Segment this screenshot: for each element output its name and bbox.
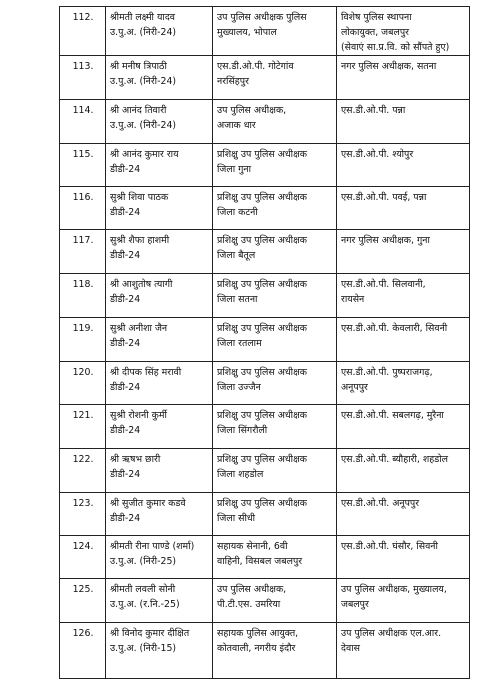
current-posting-cell <box>213 100 337 144</box>
serial-number-cell: 122. <box>60 449 106 493</box>
table-row <box>60 536 470 579</box>
current-posting-line: जिला शहडोल <box>217 469 264 480</box>
current-posting-cell <box>213 187 337 230</box>
current-posting-line: जिला गुना <box>217 164 252 175</box>
new-posting-cell <box>337 362 470 405</box>
new-posting-cell <box>337 318 470 362</box>
current-posting-line: जिला कटनी <box>217 207 258 218</box>
new-posting-cell <box>337 187 470 230</box>
officer-name-line: उ.पु.अ. (निरी-24) <box>110 120 177 131</box>
officer-name-cell <box>106 536 213 579</box>
new-posting-line: एस.डी.ओ.पी. श्योपुर <box>341 149 414 160</box>
current-posting-cell <box>213 144 337 187</box>
table-row <box>60 493 470 536</box>
table-row <box>60 144 470 187</box>
new-posting-line: एस.डी.ओ.पी. सिलवानी, <box>341 279 426 290</box>
serial-number-cell: 117. <box>60 230 106 274</box>
current-posting-line: प्रशिक्षु उप पुलिस अधीक्षक <box>217 454 307 465</box>
new-posting-line: विशेष पुलिस स्थापना <box>341 12 412 23</box>
officer-name-line: डीडी-24 <box>110 164 141 175</box>
new-posting-line: एस.डी.ओ.पी. अनूपपुर <box>341 498 420 509</box>
current-posting-line: प्रशिक्षु उप पुलिस अधीक्षक <box>217 192 307 203</box>
table-row <box>60 623 470 679</box>
officer-name-line: डीडी-24 <box>110 425 141 436</box>
officer-name-line: डीडी-24 <box>110 207 141 218</box>
current-posting-line: सहायक पुलिस आयुक्त, <box>217 628 299 639</box>
table-row <box>60 100 470 144</box>
officer-name-line: श्री विनोद कुमार दीक्षित <box>110 628 190 639</box>
officer-name-line: श्री ऋषभ छारी <box>110 454 161 465</box>
serial-number-cell: 113. <box>60 56 106 100</box>
new-posting-line: उप पुलिस अधीक्षक एल.आर. <box>341 628 442 639</box>
current-posting-cell <box>213 405 337 449</box>
table-row <box>60 405 470 449</box>
officer-name-cell <box>106 362 213 405</box>
transfer-table-body <box>60 7 470 679</box>
table-row <box>60 362 470 405</box>
new-posting-cell <box>337 144 470 187</box>
current-posting-line: मुख्यालय, भोपाल <box>217 27 277 38</box>
officer-name-line: श्री आनंद तिवारी <box>110 105 167 116</box>
current-posting-line: उप पुलिस अधीक्षक पुलिस <box>217 12 307 23</box>
current-posting-line: एस.डी.ओ.पी. गोटेगांव <box>217 61 294 72</box>
officer-name-line: श्री आनंद कुमार राय <box>110 149 179 160</box>
new-posting-cell <box>337 536 470 579</box>
table-row <box>60 230 470 274</box>
current-posting-cell <box>213 230 337 274</box>
officer-name-line: डीडी-24 <box>110 250 141 261</box>
current-posting-line: प्रशिक्षु उप पुलिस अधीक्षक <box>217 498 307 509</box>
current-posting-line: प्रशिक्षु उप पुलिस अधीक्षक <box>217 410 307 421</box>
officer-name-cell <box>106 623 213 679</box>
officer-name-cell <box>106 144 213 187</box>
officer-name-cell <box>106 56 213 100</box>
officer-name-cell <box>106 405 213 449</box>
new-posting-cell <box>337 56 470 100</box>
officer-name-line: उ.पु.अ. (निरी-25) <box>110 556 177 567</box>
current-posting-cell <box>213 274 337 318</box>
officer-name-line: श्रीमती रीना पाण्डे (शर्मा) <box>110 541 195 552</box>
new-posting-line: उप पुलिस अधीक्षक, मुख्यालय, <box>341 584 447 595</box>
current-posting-cell <box>213 449 337 493</box>
current-posting-line: अजाक धार <box>217 120 256 131</box>
current-posting-line: जिला सीधी <box>217 513 256 524</box>
current-posting-line: प्रशिक्षु उप पुलिस अधीक्षक <box>217 323 307 334</box>
officer-name-cell <box>106 579 213 623</box>
current-posting-line: जिला उज्जैन <box>217 382 261 393</box>
officer-name-cell <box>106 493 213 536</box>
new-posting-cell <box>337 579 470 623</box>
current-posting-cell <box>213 362 337 405</box>
officer-name-line: श्री दीपक सिंह मरावी <box>110 367 182 378</box>
current-posting-line: नरसिंहपुर <box>217 76 249 87</box>
serial-number-cell: 115. <box>60 144 106 187</box>
serial-number-cell: 124. <box>60 536 106 579</box>
serial-number-cell: 125. <box>60 579 106 623</box>
new-posting-line: एस.डी.ओ.पी. पन्ना <box>341 105 406 116</box>
officer-name-cell <box>106 449 213 493</box>
current-posting-line: कोतवाली, नगरीय इंदौर <box>217 643 296 654</box>
officer-name-line: डीडी-24 <box>110 513 141 524</box>
current-posting-line: जिला बैतूल <box>217 250 256 261</box>
new-posting-cell <box>337 623 470 679</box>
new-posting-line: नगर पुलिस अधीक्षक, सतना <box>341 61 437 72</box>
new-posting-cell <box>337 493 470 536</box>
new-posting-cell <box>337 274 470 318</box>
serial-number-cell: 118. <box>60 274 106 318</box>
new-posting-line: एस.डी.ओ.पी. केवलारी, सिवनी <box>341 323 448 334</box>
new-posting-line: (सेवाएं सा.प्र.वि. को सौंपते हुए) <box>341 42 450 53</box>
officer-name-line: श्रीमती लवली सोनी <box>110 584 176 595</box>
table-row <box>60 449 470 493</box>
new-posting-line: जबलपुर <box>341 599 369 610</box>
table-row <box>60 274 470 318</box>
new-posting-line: अनूपपुर <box>341 382 368 393</box>
current-posting-cell <box>213 536 337 579</box>
transfer-table <box>59 6 470 679</box>
current-posting-line: उप पुलिस अधीक्षक, <box>217 584 287 595</box>
officer-name-line: उ.पु.अ. (निरी-15) <box>110 643 177 654</box>
new-posting-cell <box>337 230 470 274</box>
officer-name-line: डीडी-24 <box>110 469 141 480</box>
officer-name-cell <box>106 230 213 274</box>
serial-number-cell: 116. <box>60 187 106 230</box>
current-posting-cell <box>213 623 337 679</box>
serial-number-cell: 119. <box>60 318 106 362</box>
new-posting-cell <box>337 7 470 56</box>
new-posting-line: एस.डी.ओ.पी. ब्यौहारी, शहडोल <box>341 454 448 465</box>
officer-name-line: सुश्री शिवा पाठक <box>110 192 169 203</box>
officer-name-line: डीडी-24 <box>110 382 141 393</box>
officer-name-line: श्री आशुतोष त्यागी <box>110 279 173 290</box>
current-posting-line: जिला सतना <box>217 294 258 305</box>
officer-name-line: डीडी-24 <box>110 338 141 349</box>
officer-name-cell <box>106 100 213 144</box>
current-posting-cell <box>213 493 337 536</box>
new-posting-line: एस.डी.ओ.पी. पुष्पराजगढ़, <box>341 367 433 378</box>
current-posting-cell <box>213 56 337 100</box>
table-row <box>60 7 470 56</box>
table-row <box>60 579 470 623</box>
officer-name-line: सुश्री रोशनी कुर्मी <box>110 410 167 421</box>
serial-number-cell: 114. <box>60 100 106 144</box>
new-posting-line: एस.डी.ओ.पी. पवई, पन्ना <box>341 192 427 203</box>
current-posting-cell <box>213 579 337 623</box>
current-posting-line: उप पुलिस अधीक्षक, <box>217 105 287 116</box>
new-posting-cell <box>337 449 470 493</box>
serial-number-cell: 121. <box>60 405 106 449</box>
current-posting-cell <box>213 7 337 56</box>
new-posting-line: लोकायुक्त, जबलपुर <box>341 27 410 38</box>
current-posting-line: प्रशिक्षु उप पुलिस अधीक्षक <box>217 149 307 160</box>
current-posting-line: पी.टी.एस. उमरिया <box>217 599 281 610</box>
table-row <box>60 187 470 230</box>
officer-name-cell <box>106 187 213 230</box>
officer-name-line: उ.पु.अ. (निरी-24) <box>110 76 177 87</box>
officer-name-line: श्री सुजीत कुमार कडवे <box>110 498 186 509</box>
current-posting-line: जिला रतलाम <box>217 338 262 349</box>
new-posting-line: रायसेन <box>341 294 365 305</box>
current-posting-cell <box>213 318 337 362</box>
current-posting-line: प्रशिक्षु उप पुलिस अधीक्षक <box>217 279 307 290</box>
new-posting-cell <box>337 405 470 449</box>
new-posting-line: एस.डी.ओ.पी. सबलगढ़, मुरैना <box>341 410 444 421</box>
new-posting-cell <box>337 100 470 144</box>
new-posting-line: नगर पुलिस अधीक्षक, गुना <box>341 235 430 246</box>
current-posting-line: सहायक सेनानी, 6वी <box>217 541 288 552</box>
serial-number-cell: 123. <box>60 493 106 536</box>
table-row <box>60 318 470 362</box>
officer-name-cell <box>106 274 213 318</box>
current-posting-line: प्रशिक्षु उप पुलिस अधीक्षक <box>217 367 307 378</box>
officer-name-cell <box>106 7 213 56</box>
current-posting-line: प्रशिक्षु उप पुलिस अधीक्षक <box>217 235 307 246</box>
officer-name-line: सुश्री अनीशा जैन <box>110 323 168 334</box>
table-row <box>60 56 470 100</box>
officer-name-line: श्रीमती लक्ष्मी यादव <box>110 12 176 23</box>
current-posting-line: वाहिनी, विसबल जबलपुर <box>217 556 303 567</box>
new-posting-line: देवास <box>341 643 360 654</box>
serial-number-cell: 126. <box>60 623 106 679</box>
officer-name-line: श्री मनीष त्रिपाठी <box>110 61 167 72</box>
officer-name-line: उ.पु.अ. (निरी-24) <box>110 27 177 38</box>
officer-name-line: सुश्री शैफा हाशमी <box>110 235 170 246</box>
officer-name-line: डीडी-24 <box>110 294 141 305</box>
current-posting-line: जिला सिंगरौली <box>217 425 268 436</box>
serial-number-cell: 120. <box>60 362 106 405</box>
officer-name-line: उ.पु.अ. (र.नि.-25) <box>110 599 180 610</box>
officer-name-cell <box>106 318 213 362</box>
new-posting-line: एस.डी.ओ.पी. घंसौर, सिवनी <box>341 541 438 552</box>
serial-number-cell: 112. <box>60 7 106 56</box>
